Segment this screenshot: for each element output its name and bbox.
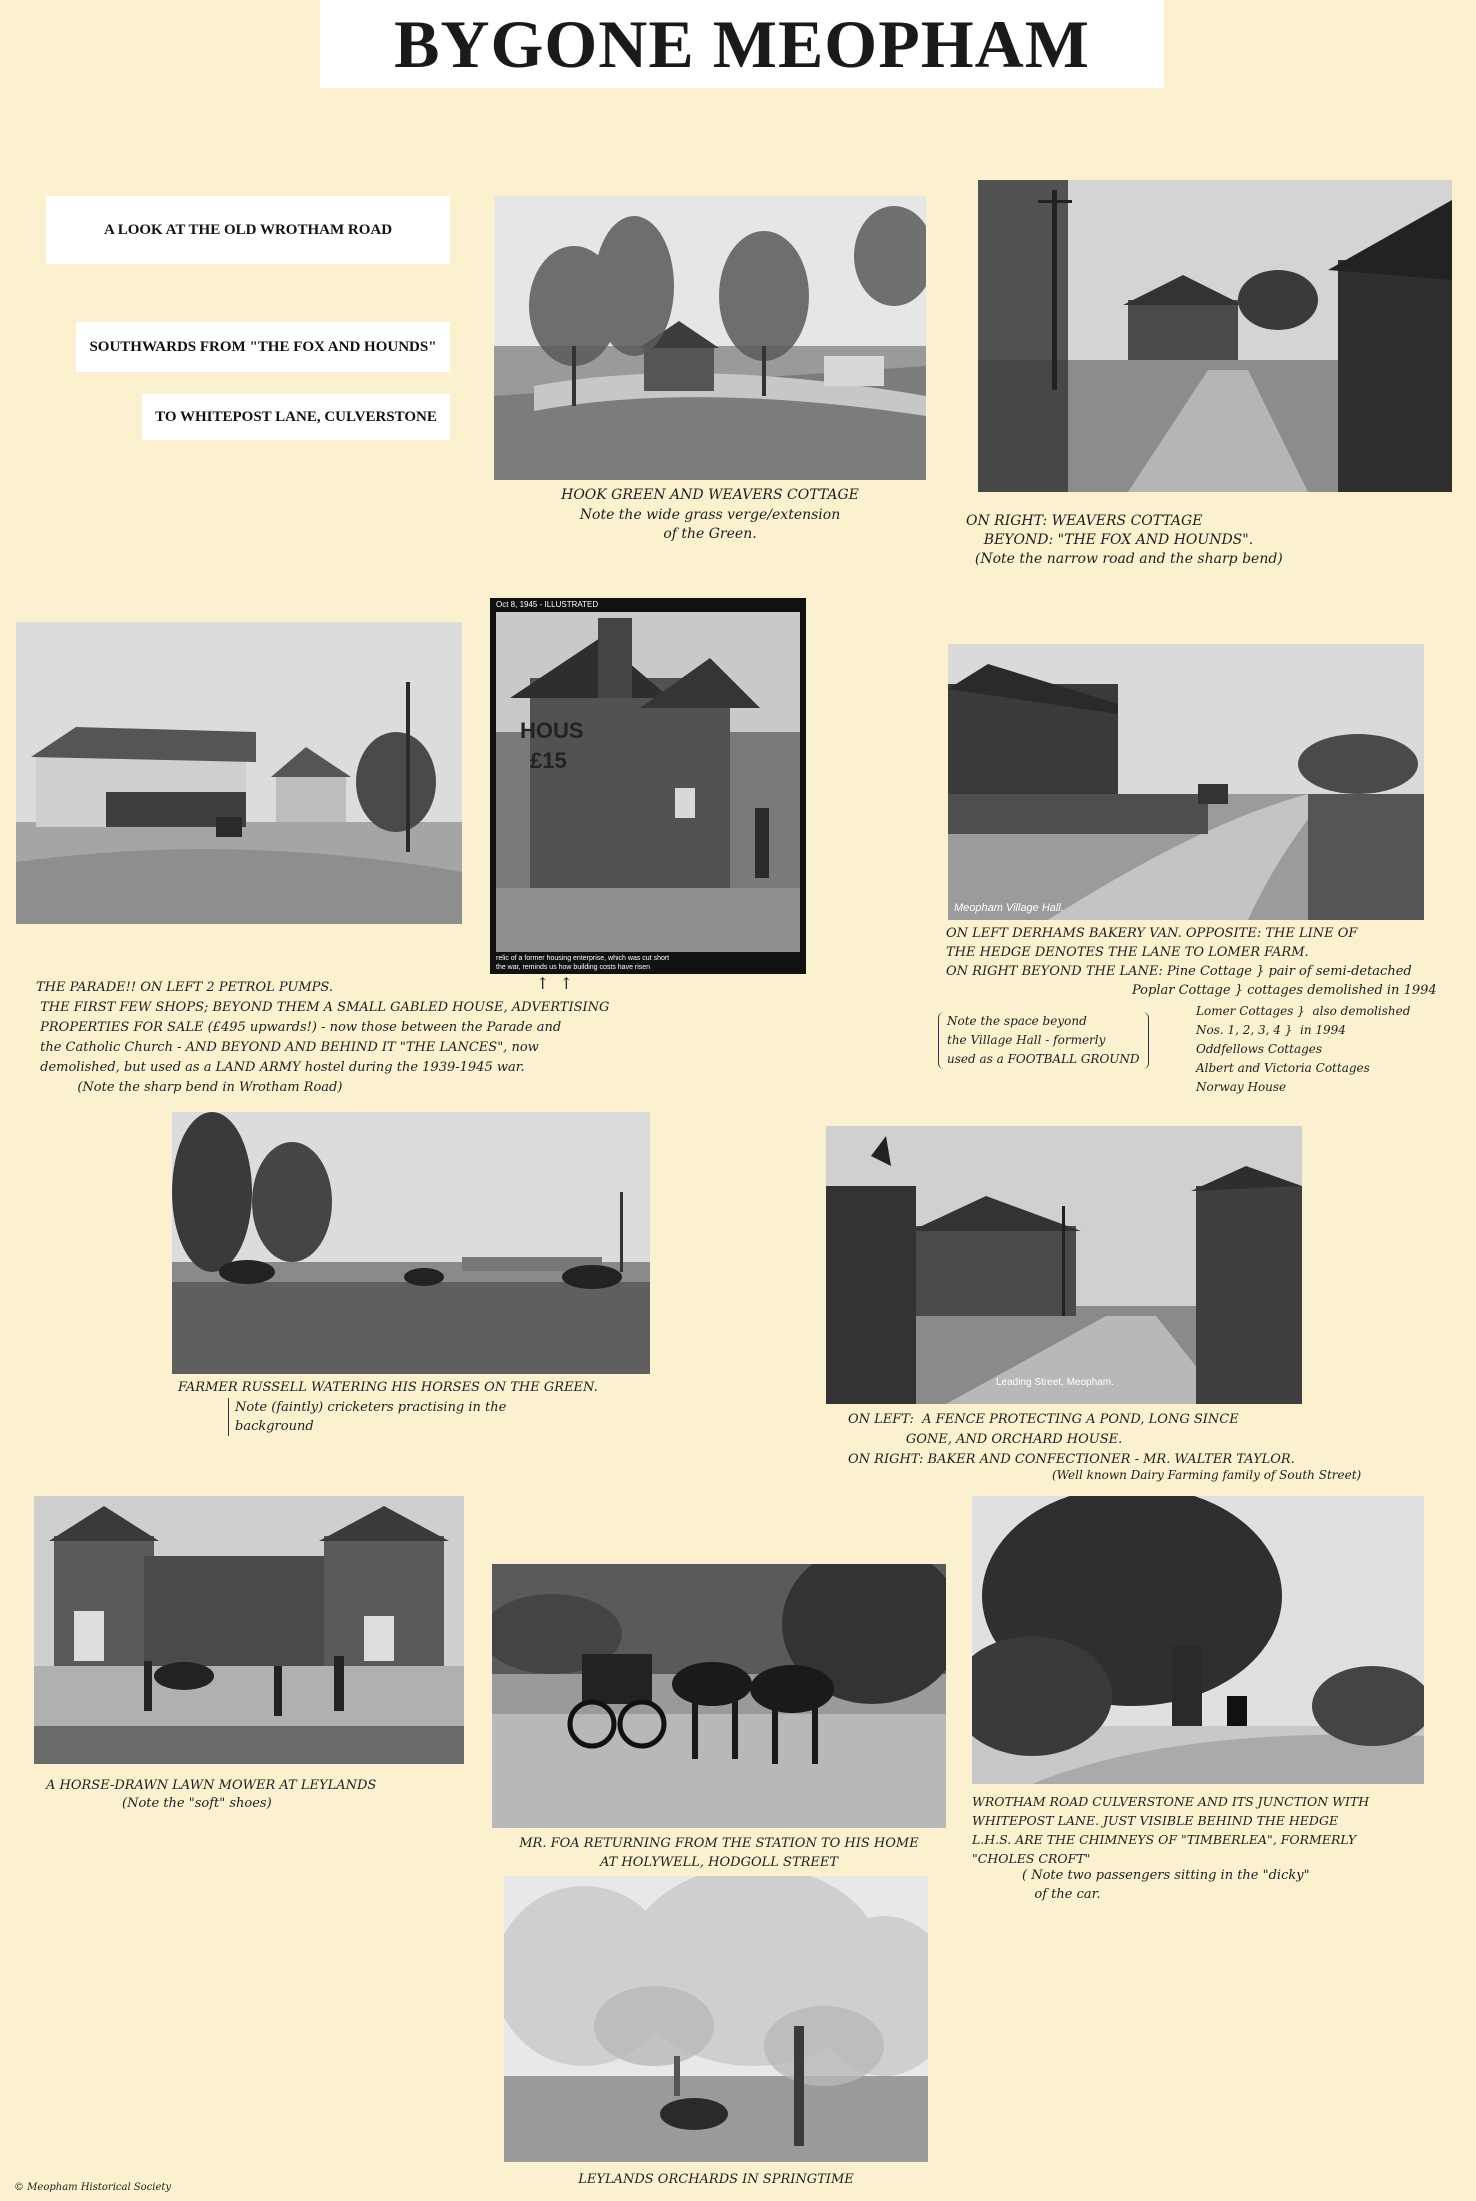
photo-lawn-mower — [34, 1496, 464, 1764]
caption-village-hall-note: Note the space beyond the Village Hall - formerly used as a FOOTBALL GROUND — [938, 1012, 1149, 1069]
label-whitepost — [142, 394, 450, 440]
arrow-up-icon: ↑ ↑ — [536, 974, 573, 993]
photo-orchards — [504, 1876, 928, 2162]
page-title: BYGONE MEOPHAM — [394, 5, 1090, 82]
copyright-notice: © Meopham Historical Society — [14, 2182, 172, 2193]
clipping-price-sign: £15 — [530, 748, 567, 773]
village-hall-photo-label: Meopham Village Hall. — [954, 902, 1064, 914]
photo-culverstone — [972, 1496, 1424, 1784]
caption-derhams: ON LEFT DERHAMS BAKERY VAN. OPPOSITE: THE LINE OF THE HEDGE DENOTES THE LANE TO LOMER FARM. ON RIGHT BEYOND THE LANE: Pine Cottage } pair of semi-detached Poplar Cottage } cottages demolished in 1994 — [946, 926, 1437, 998]
caption-mower: A HORSE-DRAWN LAWN MOWER AT LEYLANDS — [46, 1778, 377, 1793]
photo-weavers-cottage — [978, 180, 1452, 492]
caption-weavers: ON RIGHT: WEAVERS COTTAGE BEYOND: "THE FOX AND HOUNDS". (Note the narrow road and the sharp bend) — [966, 513, 1283, 567]
clipping-houses-sign: HOUS — [520, 718, 584, 743]
page-title-banner — [320, 0, 1164, 88]
caption-mower-note: (Note the "soft" shoes) — [122, 1796, 272, 1811]
label-whitepost-text: TO WHITEPOST LANE, CULVERSTONE — [155, 408, 437, 425]
photo-farmer-russell — [172, 1112, 650, 1374]
caption-fence: ON LEFT: A FENCE PROTECTING A POND, LONG SINCE GONE, AND ORCHARD HOUSE. ON RIGHT: BAKER AND CONFECTIONER - MR. WALTER TAYLOR. — [848, 1412, 1295, 1467]
photo-leading-street — [826, 1126, 1302, 1404]
clipping-caption: relic of a former housing enterprise, which was cut short the war, reminds us how building costs have risen — [496, 955, 670, 971]
caption-parade: THE PARADE!! ON LEFT 2 PETROL PUMPS. THE FIRST FEW SHOPS; BEYOND THEM A SMALL GABLED HOUSE, ADVERTISING PROPERTIES FOR SALE (£495 upwards!) - now those between the Parade and the Catholic Church - AND BEYOND AND BEHIND IT "THE LANCES", now demolished, but used as a LAND ARMY hostel during the 1939-1945 war. (Note the sharp bend in Wrotham Road) — [36, 980, 610, 1095]
caption-foa: MR. FOA RETURNING FROM THE STATION TO HIS HOME AT HOLYWELL, HODGOLL STREET — [519, 1836, 919, 1870]
photo-foa-carriage — [492, 1564, 946, 1828]
label-southwards-text: SOUTHWARDS FROM "THE FOX AND HOUNDS" — [89, 338, 437, 355]
caption-hook-green-note: Note the wide grass verge/extension of the Green. — [579, 507, 841, 542]
caption-farmer: FARMER RUSSELL WATERING HIS HORSES ON THE GREEN. — [178, 1380, 598, 1395]
caption-culverstone-note: ( Note two passengers sitting in the "dicky" of the car. — [1022, 1868, 1310, 1902]
caption-hook-green: HOOK GREEN AND WEAVERS COTTAGE — [561, 487, 859, 503]
leading-street-photo-label: Leading Street, Meopham. — [996, 1377, 1114, 1388]
caption-derhams-more: Lomer Cottages } also demolished Nos. 1, 2, 3, 4 } in 1994 Oddfellows Cottages Albert and Victoria Cottages Norway House — [1196, 1004, 1411, 1094]
caption-fence-note: (Well known Dairy Farming family of South Street) — [1052, 1468, 1362, 1482]
label-look-text: A LOOK AT THE OLD WROTHAM ROAD — [103, 221, 393, 238]
caption-culverstone: WROTHAM ROAD CULVERSTONE AND ITS JUNCTION WITH WHITEPOST LANE. JUST VISIBLE BEHIND THE HEDGE L.H.S. ARE THE CHIMNEYS OF "TIMBERLEA", FORMERLY "CHOLES CROFT" — [972, 1794, 1370, 1866]
clipping-header: Oct 8, 1945 - ILLUSTRATED — [496, 600, 599, 609]
photo-village-hall — [948, 644, 1424, 920]
caption-orchards: LEYLANDS ORCHARDS IN SPRINGTIME — [578, 2172, 854, 2187]
label-look — [46, 196, 450, 264]
photo-gabled-house — [490, 598, 806, 974]
photo-hook-green — [494, 196, 926, 480]
label-southwards — [76, 322, 450, 372]
caption-farmer-note: Note (faintly) cricketers practising in the background — [228, 1398, 506, 1436]
photo-parade — [16, 622, 462, 924]
